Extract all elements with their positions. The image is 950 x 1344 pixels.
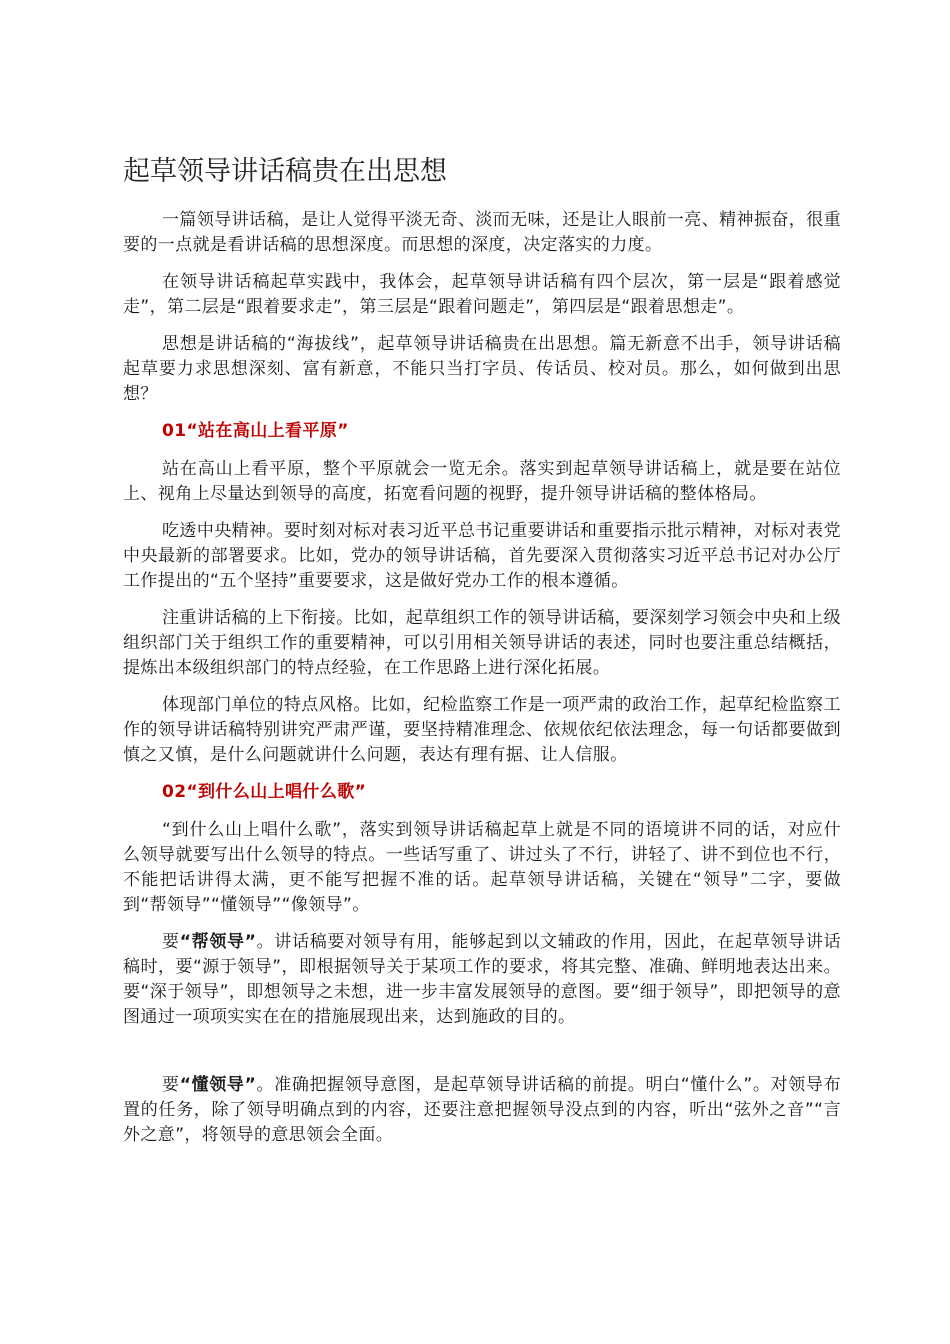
paragraph-department-style: 体现部门单位的特点风格。比如，纪检监察工作是一项严肃的政治工作，起草纪检监察工作的领导讲话稿特别讲究严肃严谨，要坚持精准理念、依规依纪依法理念，每一句话都要做到慎之又慎，是什么问题就讲什么问题，表达有理有据、让人信服。 [123, 695, 841, 765]
paragraph-intro: 一篇领导讲话稿，是让人觉得平淡无奇、淡而无味，还是让人眼前一亮、精神振奋，很重要的一点就是看讲话稿的思想深度。而思想的深度，决定落实的力度。 [123, 210, 841, 255]
paragraph-help-leader-body: 。讲话稿要对领导有用，能够起到以文辅政的作用，因此，在起草领导讲话稿时，要“源于领导”，即根据领导关于某项工作的要求，将其完整、准确、鲜明地表达出来。要“深于领导”，即想领导之未想，进一步丰富发展领导的意图。要“细于领导”，即把领导的意图通过一项项实实在在的措施展现出来，达到施政的目的。 [123, 932, 841, 1027]
paragraph-help-leader [123, 930, 841, 1030]
blank-line [123, 1042, 841, 1073]
section-heading-01: 01“站在高山上看平原” [162, 421, 349, 441]
paragraph-song: “到什么山上唱什么歌”，落实到领导讲话稿起草上就是不同的语境讲不同的话，对应什么领导就要写出什么领导的特点。一些话写重了、讲过头了不行，讲轻了、讲不到位也不行，不能把话讲得太满，更不能写把握不准的话。起草领导讲话稿，关键在“领导”二字，要做到“帮领导”“懂领导”“像领导”。 [123, 820, 841, 915]
paragraph-understand-leader-body: 。准确把握领导意图，是起草领导讲话稿的前提。明白“懂什么”。对领导布置的任务，除了领导明确点到的内容，还要注意把握领导没点到的内容，听出“弦外之音”“言外之意”，将领导的意思领会全面。 [123, 1075, 841, 1145]
section-heading-02: 02“到什么山上唱什么歌” [162, 782, 367, 802]
document-title: 起草领导讲话稿贵在出思想 [123, 156, 447, 187]
paragraph-altitude: 思想是讲话稿的“海拔线”，起草领导讲话稿贵在出思想。篇无新意不出手，领导讲话稿起草要力求思想深刻、富有新意，不能只当打字员、传话员、校对员。那么，如何做到出思想？ [123, 334, 841, 404]
paragraph-understand-leader-lead: 要 [162, 1075, 180, 1095]
paragraph-connection: 注重讲话稿的上下衔接。比如，起草组织工作的领导讲话稿，要深刻学习领会中央和上级组织部门关于组织工作的重要精神，可以引用相关领导讲话的表述，同时也要注重总结概括，提炼出本级组织部门的特点经验，在工作思路上进行深化拓展。 [123, 608, 841, 678]
paragraph-four-levels: 在领导讲话稿起草实践中，我体会，起草领导讲话稿有四个层次，第一层是“跟着感觉走”，第二层是“跟着要求走”，第三层是“跟着问题走”，第四层是“跟着思想走”。 [123, 272, 841, 317]
paragraph-understand-leader [123, 1073, 841, 1148]
document-body [123, 208, 841, 1160]
paragraph-help-leader-keyword: “帮领导” [179, 932, 257, 952]
paragraph-help-leader-lead: 要 [162, 932, 180, 952]
paragraph-understand-leader-keyword: “懂领导” [179, 1075, 257, 1095]
paragraph-central-spirit: 吃透中央精神。要时刻对标对表习近平总书记重要讲话和重要指示批示精神，对标对表党中央最新的部署要求。比如，党办的领导讲话稿，首先要深入贯彻落实习近平总书记对办公厅工作提出的“五个坚持”重要要求，这是做好党办工作的根本遵循。 [123, 521, 841, 591]
paragraph-mountain-view: 站在高山上看平原，整个平原就会一览无余。落实到起草领导讲话稿上，就是要在站位上、视角上尽量达到领导的高度，拓宽看问题的视野，提升领导讲话稿的整体格局。 [123, 459, 841, 504]
